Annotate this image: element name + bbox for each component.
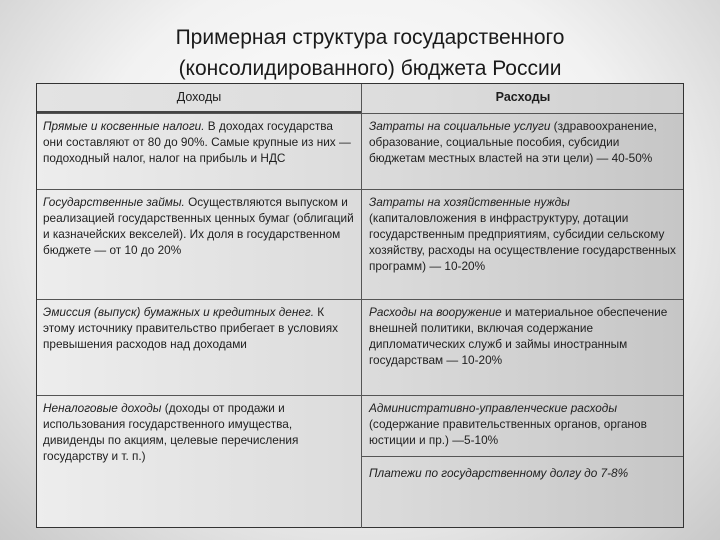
income-nontax-title: Неналоговые доходы [43, 401, 162, 415]
income-cell-nontax [37, 396, 361, 528]
expense-defense-title: Расходы на вооружение [369, 305, 502, 319]
income-emission-title: Эмиссия (выпуск) бумажных и кредитных денег. [43, 305, 315, 319]
expense-social-title: Затраты на социальные услуги [369, 119, 551, 133]
income-nontax-text: (доходы от продажи и использования государственного имущества, дивиденды по акциям, целевые перечисления государству и т. п.) [43, 401, 299, 463]
header-income: Доходы [37, 84, 361, 113]
income-taxes-title: Прямые и косвенные налоги. [43, 119, 205, 133]
income-loans-text: Осуществляются выпуском и реализацией государственных ценных бумаг (облигаций и казначейских векселей). Их доля в государственном бюджете — от 10 до 20% [43, 195, 354, 257]
income-emission-text: К этому источнику правительство прибегает в условиях превышения расходов над доходами [43, 305, 339, 351]
income-cell-taxes [37, 114, 361, 190]
table-row [37, 189, 683, 300]
expense-cell-admin [361, 396, 683, 456]
expense-debt-title: Платежи по государственному долгу до 7-8% [369, 466, 629, 480]
header-expenses: Расходы [361, 84, 683, 113]
expense-social-text: (здравоохранение, образование, социальные пособия, субсидии бюджетам местных властей на эти цели) — 40-50% [369, 119, 657, 165]
income-cell-loans [37, 190, 361, 300]
income-loans-title: Государственные займы. [43, 195, 185, 209]
expense-economic-title: Затраты на хозяйственные нужды [369, 195, 570, 209]
budget-table [36, 83, 684, 528]
expense-cell-social [361, 114, 683, 190]
expense-defense-text: и материальное обеспечение внешней политики, включая содержание дипломатических служб и займы иностранным государствам — 10-20% [369, 305, 668, 367]
expense-admin-text: (содержание правительственных органов, органов юстиции и пр.) —5-10% [369, 417, 647, 447]
expense-admin-title: Административно-управленческие расходы [369, 401, 618, 415]
table-header-row [37, 84, 683, 113]
expense-cell-debt [361, 456, 683, 528]
title-line-2: (консолидированного) бюджета России [178, 57, 562, 80]
income-taxes-text: В доходах государства они составляют от 80 до 90%. Самые крупные из них — подоходный налог, налог на прибыль и НДС [43, 119, 351, 165]
table-row [37, 395, 683, 528]
income-cell-emission [37, 300, 361, 396]
slide-title [90, 22, 650, 84]
expense-cell-economic [361, 190, 683, 300]
expense-economic-text: (капиталовложения в инфраструктуру, дотации государственным предприятиям, субсидии сельскому хозяйству, расходы на осуществление государственных программ) — 10-20% [369, 211, 676, 273]
expense-cell-defense [361, 300, 683, 396]
title-line-1: Примерная структура государственного [175, 26, 565, 49]
table-row [37, 299, 683, 396]
table-row [37, 113, 683, 190]
